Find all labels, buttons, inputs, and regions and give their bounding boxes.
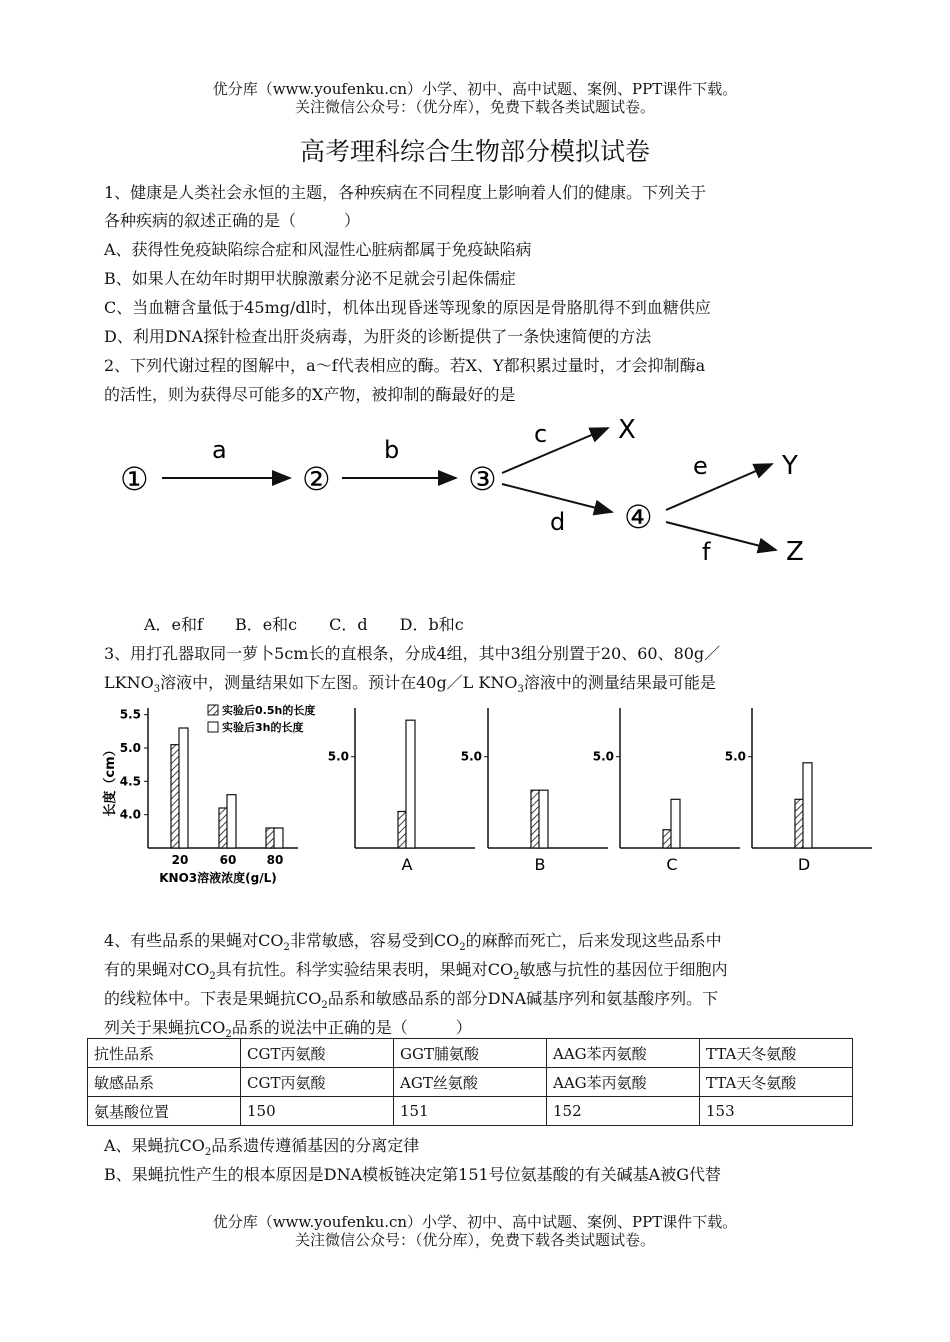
- product-y: Y: [782, 451, 798, 481]
- q1-option-d: D、利用DNA探针检查出肝炎病毒，为肝炎的诊断提供了一条快速简便的方法: [104, 327, 652, 346]
- node-1: ①: [120, 460, 149, 498]
- table-cell: 氨基酸位置: [88, 1097, 241, 1126]
- option-B-y-tick-label: 5.0: [460, 749, 482, 764]
- arrow-e: [666, 464, 772, 510]
- legend-swatch-1: [208, 722, 218, 732]
- main-y-tick-label: 4.5: [119, 774, 141, 789]
- main-x-tick-label: 60: [219, 853, 237, 867]
- q1-option-c: C、当血糖含量低于45mg/dl时，机体出现昏迷等现象的原因是骨胳肌得不到血糖供应: [104, 298, 711, 317]
- dna-sequence-table: [87, 1038, 853, 1126]
- arrow-f: [666, 522, 776, 550]
- table-cell: TTA天冬氨酸: [700, 1039, 853, 1068]
- q4-stem-2: 有的果蝇对$CO_2$具有抗性。科学实验结果表明，果蝇对$CO_2$敏感与抗性的基因位于细胞内: [104, 960, 728, 983]
- q4-stem-1: 4、有些品系的果蝇对$CO_2$非常敏感，容易受到$CO_2$的麻醉而死亡，后来发现这些品系中: [104, 931, 722, 954]
- pathway-diagram: [100, 408, 860, 598]
- table-cell: 抗性品系: [88, 1039, 241, 1068]
- q1-option-b: B、如果人在幼年时期甲状腺激素分泌不足就会引起侏儒症: [104, 269, 516, 288]
- q4-stem-3: 的线粒体中。下表是果蝇抗$CO_2$品系和敏感品系的部分DNA碱基序列和氨基酸序列。下: [104, 989, 719, 1012]
- q3-charts: [100, 700, 890, 885]
- table-cell: AGT丝氨酸: [394, 1068, 547, 1097]
- table-cell: 151: [394, 1097, 547, 1126]
- label-a: a: [212, 436, 227, 464]
- label-d: d: [550, 508, 566, 536]
- main-x-axis-label: KNO3溶液浓度(g/L): [159, 871, 277, 885]
- main-bar-3h: [179, 728, 188, 848]
- main-y-tick-label: 5.0: [119, 741, 141, 755]
- option-B-label: B: [534, 855, 546, 874]
- option-A-y-tick-label: 5.0: [327, 749, 349, 764]
- arrow-c: [502, 428, 608, 473]
- footer-line-2: 关注微信公众号：（优分库），免费下载各类试题试卷。: [294, 1231, 655, 1249]
- label-f: f: [702, 538, 711, 566]
- q4-stem-4: 列关于果蝇抗$CO_2$品系的说法中正确的是（ ）: [104, 1018, 472, 1041]
- header-line-2: 关注微信公众号：（优分库），免费下载各类试题试卷。: [294, 98, 655, 116]
- option-D-label: D: [797, 855, 811, 874]
- product-x: X: [618, 415, 636, 445]
- table-cell: CGT丙氨酸: [241, 1039, 394, 1068]
- table-cell: GGT脯氨酸: [394, 1039, 547, 1068]
- q1-stem-1: 1、健康是人类社会永恒的主题，各种疾病在不同程度上影响着人们的健康。下列关于: [104, 183, 707, 202]
- product-z: Z: [786, 537, 804, 567]
- main-x-tick-label: 80: [266, 853, 284, 867]
- q3-stem-2: $LKNO_3$溶液中，测量结果如下左图。预计在40g／L $KNO_3$溶液中的测量结果最可能是: [104, 673, 716, 696]
- q4-option-b: B、果蝇抗性产生的根本原因是DNA模板链决定第151号位氨基酸的有关碱基A被G代替: [104, 1165, 722, 1184]
- label-b: b: [384, 436, 400, 464]
- table-cell: AAG苯丙氨酸: [547, 1068, 700, 1097]
- label-c: c: [534, 420, 548, 448]
- table-row: [88, 1039, 853, 1068]
- q1-stem-2: 各种疾病的叙述正确的是（ ）: [104, 211, 361, 230]
- option-B-bar-3h: [539, 790, 548, 848]
- table-cell: 150: [241, 1097, 394, 1126]
- table-row: [88, 1068, 853, 1097]
- legend-swatch-0: [208, 705, 218, 715]
- node-3: ③: [468, 460, 497, 498]
- table-cell: CGT丙氨酸: [241, 1068, 394, 1097]
- option-C-y-tick-label: 5.0: [592, 749, 614, 764]
- option-C-label: C: [666, 855, 678, 874]
- option-A-bar-3h: [406, 720, 415, 848]
- q3-stem-1: 3、用打孔器取同一萝卜5cm长的直根条，分成4组，其中3组分别置于20、60、80g／: [104, 644, 721, 663]
- table-row: [88, 1097, 853, 1126]
- q2-stem-1: 2、下列代谢过程的图解中，a～f代表相应的酶。若X、Y都积累过量时，才会抑制酶a: [104, 356, 706, 375]
- table-cell: 152: [547, 1097, 700, 1126]
- node-4: ④: [624, 498, 653, 536]
- page-title: 高考理科综合生物部分模拟试卷: [299, 137, 650, 166]
- node-2: ②: [302, 460, 331, 498]
- option-C-bar-3h: [671, 799, 680, 848]
- option-A-label: A: [401, 855, 413, 874]
- table-cell: 153: [700, 1097, 853, 1126]
- main-y-tick-label: 5.5: [119, 707, 141, 722]
- table-cell: TTA天冬氨酸: [700, 1068, 853, 1097]
- option-D-bar-3h: [803, 763, 812, 848]
- q2-stem-2: 的活性，则为获得尽可能多的X产物，被抑制的酶最好的是: [104, 385, 516, 404]
- option-D-y-tick-label: 5.0: [724, 749, 746, 764]
- table-cell: AAG苯丙氨酸: [547, 1039, 700, 1068]
- main-x-tick-label: 20: [171, 853, 189, 867]
- footer-line-1: 优分库（www.youfenku.cn）小学、初中、高中试题、案例、PPT课件下载。: [212, 1213, 738, 1231]
- main-bar-3h: [274, 828, 283, 848]
- header-line-1: 优分库（www.youfenku.cn）小学、初中、高中试题、案例、PPT课件下载。: [212, 80, 738, 98]
- table-cell: 敏感品系: [88, 1068, 241, 1097]
- main-y-tick-label: 4.0: [119, 807, 141, 822]
- q1-option-a: A、获得性免疫缺陷综合症和风湿性心脏病都属于免疫缺陷病: [104, 240, 532, 259]
- main-y-axis-label: 长度（cm）: [103, 743, 118, 817]
- legend-label-0: 实验后0.5h的长度: [222, 704, 316, 717]
- legend-label-1: 实验后3h的长度: [222, 721, 304, 734]
- label-e: e: [693, 452, 708, 480]
- main-bar-3h: [227, 795, 236, 848]
- q4-option-a: A、果蝇抗$CO_2$品系遗传遵循基因的分离定律: [104, 1136, 420, 1159]
- q2-options: A．e和f B．e和c C．d D．b和c: [144, 615, 464, 634]
